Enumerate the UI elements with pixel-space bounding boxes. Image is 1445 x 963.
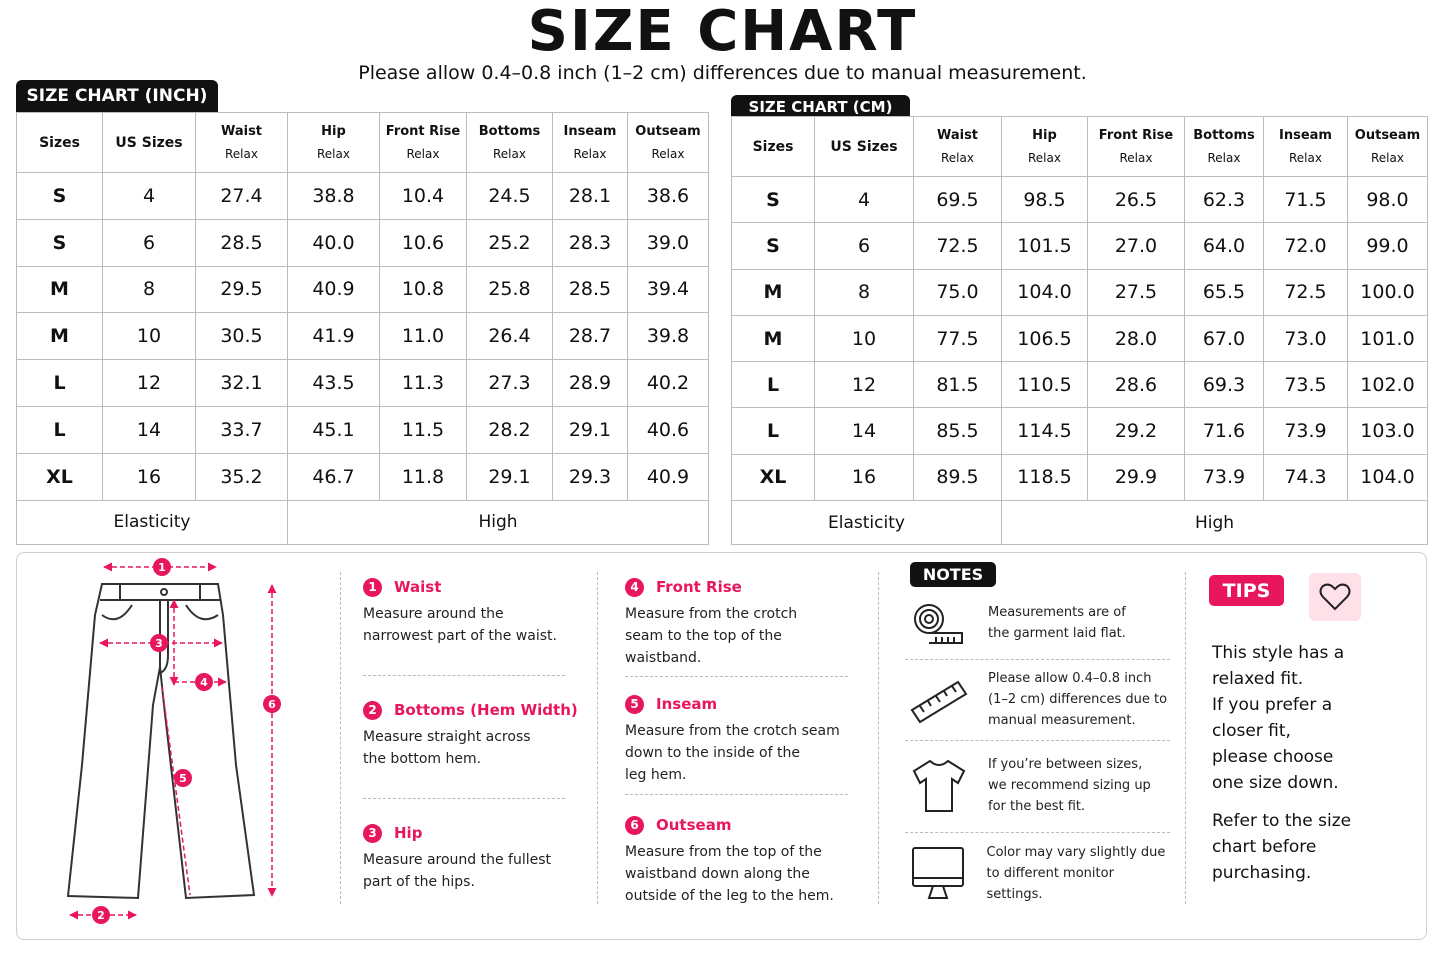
- value-cell: 89.5: [914, 454, 1002, 500]
- measure-head: [363, 822, 551, 844]
- inch-chart-tag: SIZE CHART (INCH): [16, 80, 218, 112]
- note-text: Color may vary slightly due to different monitor settings.: [986, 844, 1166, 902]
- cm-elasticity-label: Elasticity: [732, 501, 1002, 545]
- measure-number: 3: [363, 824, 382, 843]
- size-cell: M: [732, 315, 815, 361]
- value-cell: 32.1: [196, 360, 288, 407]
- note-item: [905, 750, 1170, 820]
- value-cell: 28.0: [1088, 315, 1185, 361]
- marker-3-label: 3: [155, 637, 163, 650]
- measure-title: Outseam: [656, 816, 732, 834]
- value-cell: 102.0: [1348, 362, 1428, 408]
- value-cell: 35.2: [196, 453, 288, 500]
- pants-diagram: [40, 555, 305, 935]
- measure-outseam: [625, 814, 834, 907]
- us-size-cell: 12: [103, 360, 196, 407]
- header-label: Front Rise: [1098, 127, 1174, 143]
- value-cell: 101.5: [1002, 223, 1088, 269]
- note-text: Measurements are of the garment laid flat.: [988, 605, 1126, 641]
- measure-title: Waist: [394, 578, 442, 596]
- size-cell: L: [732, 408, 815, 454]
- divider: [597, 572, 598, 904]
- header-sub: Relax: [1028, 150, 1061, 165]
- marker-6-label: 6: [268, 698, 276, 711]
- value-cell: 114.5: [1002, 408, 1088, 454]
- value-cell: 28.3: [553, 219, 628, 266]
- us-size-cell: 16: [815, 454, 914, 500]
- size-cell: M: [17, 313, 103, 360]
- measuring-tape-icon: [905, 601, 973, 645]
- value-cell: 40.9: [628, 453, 709, 500]
- value-cell: 69.3: [1185, 362, 1264, 408]
- measure-waist: [363, 576, 557, 647]
- table-row: [732, 177, 1428, 223]
- header-sub: Relax: [493, 146, 526, 161]
- measure-text: Measure around the narrowest part of the waist.: [363, 606, 557, 644]
- header-sub: Relax: [573, 146, 607, 161]
- value-cell: 85.5: [914, 408, 1002, 454]
- value-cell: 43.5: [288, 360, 380, 407]
- value-cell: 101.0: [1348, 315, 1428, 361]
- value-cell: 72.5: [914, 223, 1002, 269]
- value-cell: 65.5: [1185, 269, 1264, 315]
- value-cell: 25.2: [467, 219, 553, 266]
- us-size-cell: 16: [103, 453, 196, 500]
- measure-lines: [70, 567, 272, 915]
- measure-title: Hip: [394, 824, 423, 842]
- value-cell: 73.0: [1264, 315, 1348, 361]
- divider: [363, 675, 565, 676]
- value-cell: 64.0: [1185, 223, 1264, 269]
- value-cell: 40.9: [288, 266, 380, 313]
- measure-text: Measure from the crotch seam down to the inside of the leg hem.: [625, 723, 840, 783]
- value-cell: 39.4: [628, 266, 709, 313]
- header-label: Front Rise: [385, 123, 461, 139]
- value-cell: 11.0: [380, 313, 467, 360]
- value-cell: 33.7: [196, 406, 288, 453]
- table-row: [17, 453, 709, 500]
- value-cell: 26.4: [467, 313, 553, 360]
- value-cell: 28.6: [1088, 362, 1185, 408]
- divider: [905, 659, 1170, 660]
- value-cell: 98.0: [1348, 177, 1428, 223]
- value-cell: 73.9: [1185, 454, 1264, 500]
- divider: [625, 794, 848, 795]
- measure-head: [625, 814, 834, 836]
- measure-head: [363, 576, 557, 598]
- value-cell: 27.4: [196, 173, 288, 220]
- header-label: Bottoms: [478, 123, 541, 139]
- value-cell: 27.3: [467, 360, 553, 407]
- measure-number: 1: [363, 578, 382, 597]
- measure-text: Measure from the crotch seam to the top of the waistband.: [625, 606, 798, 666]
- marker-4-label: 4: [200, 676, 208, 689]
- value-cell: 75.0: [914, 269, 1002, 315]
- measure-head: [625, 576, 797, 598]
- note-text: If you’re between sizes, we recommend sizing up for the best fit.: [988, 756, 1151, 814]
- value-cell: 45.1: [288, 406, 380, 453]
- table-row: [732, 315, 1428, 361]
- table-row: [17, 406, 709, 453]
- inch-header-us-sizes: US Sizes: [103, 113, 196, 173]
- inch-header-inseam: [553, 113, 628, 173]
- size-cell: XL: [17, 453, 103, 500]
- measure-title: Bottoms (Hem Width): [394, 701, 578, 719]
- measure-text: Measure straight across the bottom hem.: [363, 729, 531, 767]
- note-text: Please allow 0.4–0.8 inch (1–2 cm) differences due to manual measurement.: [988, 670, 1168, 728]
- value-cell: 104.0: [1002, 269, 1088, 315]
- value-cell: 27.5: [1088, 269, 1185, 315]
- value-cell: 10.6: [380, 219, 467, 266]
- value-cell: 69.5: [914, 177, 1002, 223]
- notes-tag: NOTES: [910, 562, 996, 587]
- value-cell: 98.5: [1002, 177, 1088, 223]
- tips-tag: TIPS: [1209, 575, 1284, 606]
- inch-header-outseam: [628, 113, 709, 173]
- value-cell: 81.5: [914, 362, 1002, 408]
- marker-1-label: 1: [158, 561, 166, 574]
- page-title: SIZE CHART: [527, 0, 918, 64]
- table-row: [17, 266, 709, 313]
- us-size-cell: 10: [103, 313, 196, 360]
- value-cell: 104.0: [1348, 454, 1428, 500]
- diagram-markers: [92, 558, 281, 924]
- value-cell: 99.0: [1348, 223, 1428, 269]
- us-size-cell: 12: [815, 362, 914, 408]
- divider: [1185, 572, 1186, 904]
- table-row: [17, 219, 709, 266]
- value-cell: 40.6: [628, 406, 709, 453]
- marker-5-label: 5: [179, 772, 187, 785]
- value-cell: 25.8: [467, 266, 553, 313]
- header-sub: Relax: [1289, 150, 1322, 165]
- value-cell: 103.0: [1348, 408, 1428, 454]
- inch-header-row: [17, 113, 709, 173]
- us-size-cell: 8: [103, 266, 196, 313]
- header-sub: Relax: [651, 146, 685, 161]
- size-cell: S: [17, 219, 103, 266]
- measure-number: 4: [625, 578, 644, 597]
- header-label: Outseam: [1354, 127, 1421, 143]
- measure-inseam: [625, 693, 840, 786]
- inch-elasticity-value: High: [288, 500, 709, 544]
- measure-head: [625, 693, 840, 715]
- cm-header-hip: [1002, 117, 1088, 177]
- inch-header-bottoms: [467, 113, 553, 173]
- tshirt-icon: [905, 757, 973, 813]
- header-sub: Relax: [406, 146, 440, 161]
- divider: [625, 676, 848, 677]
- measure-hip: [363, 822, 551, 893]
- header-label: Waist: [220, 123, 263, 139]
- us-size-cell: 10: [815, 315, 914, 361]
- value-cell: 73.5: [1264, 362, 1348, 408]
- value-cell: 28.7: [553, 313, 628, 360]
- note-item: [905, 665, 1170, 733]
- table-row: [732, 362, 1428, 408]
- tips-text-secondary: Refer to the size chart before purchasing.: [1212, 811, 1352, 883]
- measure-text: Measure around the fullest part of the hips.: [363, 852, 552, 890]
- table-row: [17, 173, 709, 220]
- measure-number: 6: [625, 816, 644, 835]
- inch-header-waist: [196, 113, 288, 173]
- header-sub: Relax: [1119, 150, 1153, 165]
- cm-size-table: [731, 116, 1428, 545]
- inch-header-hip: [288, 113, 380, 173]
- ruler-icon: [905, 674, 973, 724]
- header-label: Inseam: [563, 123, 617, 139]
- cm-elasticity-row: [732, 501, 1428, 545]
- us-size-cell: 14: [815, 408, 914, 454]
- value-cell: 77.5: [914, 315, 1002, 361]
- value-cell: 41.9: [288, 313, 380, 360]
- size-cell: L: [17, 406, 103, 453]
- inch-elasticity-label: Elasticity: [17, 500, 288, 544]
- header-sub: Relax: [225, 146, 258, 161]
- table-row: [732, 454, 1428, 500]
- value-cell: 110.5: [1002, 362, 1088, 408]
- measure-text: Measure from the top of the waistband down along the outside of the leg to the hem.: [625, 844, 834, 904]
- cm-header-row: [732, 117, 1428, 177]
- monitor-icon: [905, 844, 972, 902]
- divider: [905, 740, 1170, 741]
- divider: [340, 572, 341, 904]
- header-label: Inseam: [1279, 127, 1332, 143]
- value-cell: 27.0: [1088, 223, 1185, 269]
- value-cell: 29.3: [553, 453, 628, 500]
- cm-header-front-rise: [1088, 117, 1185, 177]
- value-cell: 106.5: [1002, 315, 1088, 361]
- us-size-cell: 8: [815, 269, 914, 315]
- size-cell: L: [732, 362, 815, 408]
- us-size-cell: 6: [815, 223, 914, 269]
- value-cell: 28.1: [553, 173, 628, 220]
- size-cell: S: [732, 177, 815, 223]
- table-row: [732, 223, 1428, 269]
- measure-head: [363, 699, 578, 721]
- value-cell: 26.5: [1088, 177, 1185, 223]
- inch-elasticity-row: [17, 500, 709, 544]
- table-row: [732, 408, 1428, 454]
- us-size-cell: 4: [103, 173, 196, 220]
- value-cell: 72.0: [1264, 223, 1348, 269]
- inch-header-front-rise: [380, 113, 467, 173]
- value-cell: 39.0: [628, 219, 709, 266]
- header-label: Bottoms: [1193, 127, 1255, 143]
- size-cell: S: [732, 223, 815, 269]
- header-label: Waist: [936, 127, 979, 143]
- value-cell: 11.3: [380, 360, 467, 407]
- header-sub: Relax: [317, 146, 350, 161]
- value-cell: 29.9: [1088, 454, 1185, 500]
- cm-elasticity-value: High: [1002, 501, 1428, 545]
- table-row: [732, 269, 1428, 315]
- note-item: [905, 598, 1170, 648]
- size-cell: S: [17, 173, 103, 220]
- us-size-cell: 4: [815, 177, 914, 223]
- inch-size-table: [16, 112, 709, 545]
- value-cell: 10.4: [380, 173, 467, 220]
- value-cell: 73.9: [1264, 408, 1348, 454]
- page-subtitle: Please allow 0.4–0.8 inch (1–2 cm) differences due to manual measurement.: [358, 62, 1087, 84]
- note-item: [905, 842, 1170, 904]
- value-cell: 30.5: [196, 313, 288, 360]
- inch-header-sizes: Sizes: [17, 113, 103, 173]
- value-cell: 38.6: [628, 173, 709, 220]
- measure-title: Inseam: [656, 695, 718, 713]
- marker-2-label: 2: [97, 909, 105, 922]
- cm-header-sizes: Sizes: [732, 117, 815, 177]
- header-label: Outseam: [635, 123, 701, 139]
- value-cell: 100.0: [1348, 269, 1428, 315]
- divider: [363, 798, 565, 799]
- table-row: [17, 313, 709, 360]
- measure-front-rise: [625, 576, 797, 669]
- cm-chart-tag: SIZE CHART (CM): [731, 95, 910, 119]
- measure-bottoms: [363, 699, 578, 770]
- value-cell: 29.1: [553, 406, 628, 453]
- value-cell: 40.0: [288, 219, 380, 266]
- value-cell: 62.3: [1185, 177, 1264, 223]
- value-cell: 40.2: [628, 360, 709, 407]
- value-cell: 24.5: [467, 173, 553, 220]
- size-cell: L: [17, 360, 103, 407]
- value-cell: 28.9: [553, 360, 628, 407]
- cm-header-us-sizes: US Sizes: [815, 117, 914, 177]
- pants-outline: [68, 584, 254, 898]
- size-cell: M: [17, 266, 103, 313]
- cm-header-inseam: [1264, 117, 1348, 177]
- value-cell: 28.5: [553, 266, 628, 313]
- header-label: Hip: [1032, 127, 1057, 143]
- value-cell: 29.2: [1088, 408, 1185, 454]
- divider: [878, 572, 879, 904]
- value-cell: 74.3: [1264, 454, 1348, 500]
- header-sub: Relax: [941, 150, 974, 165]
- header-label: Hip: [321, 123, 346, 139]
- size-cell: M: [732, 269, 815, 315]
- cm-header-bottoms: [1185, 117, 1264, 177]
- value-cell: 10.8: [380, 266, 467, 313]
- value-cell: 72.5: [1264, 269, 1348, 315]
- us-size-cell: 6: [103, 219, 196, 266]
- value-cell: 38.8: [288, 173, 380, 220]
- value-cell: 39.8: [628, 313, 709, 360]
- header-sub: Relax: [1371, 150, 1404, 165]
- tips-text: This style has a relaxed fit. If you prefer a closer fit, please choose one size down.: [1212, 643, 1345, 793]
- measure-number: 5: [625, 695, 644, 714]
- measure-number: 2: [363, 701, 382, 720]
- value-cell: 71.5: [1264, 177, 1348, 223]
- value-cell: 118.5: [1002, 454, 1088, 500]
- measure-title: Front Rise: [656, 578, 742, 596]
- size-cell: XL: [732, 454, 815, 500]
- cm-header-waist: [914, 117, 1002, 177]
- cm-header-outseam: [1348, 117, 1428, 177]
- header-sub: Relax: [1207, 150, 1241, 165]
- value-cell: 29.1: [467, 453, 553, 500]
- value-cell: 67.0: [1185, 315, 1264, 361]
- value-cell: 28.2: [467, 406, 553, 453]
- value-cell: 28.5: [196, 219, 288, 266]
- us-size-cell: 14: [103, 406, 196, 453]
- divider: [905, 832, 1170, 833]
- table-row: [17, 360, 709, 407]
- heart-icon: [1309, 573, 1361, 621]
- value-cell: 11.5: [380, 406, 467, 453]
- value-cell: 46.7: [288, 453, 380, 500]
- value-cell: 11.8: [380, 453, 467, 500]
- value-cell: 71.6: [1185, 408, 1264, 454]
- value-cell: 29.5: [196, 266, 288, 313]
